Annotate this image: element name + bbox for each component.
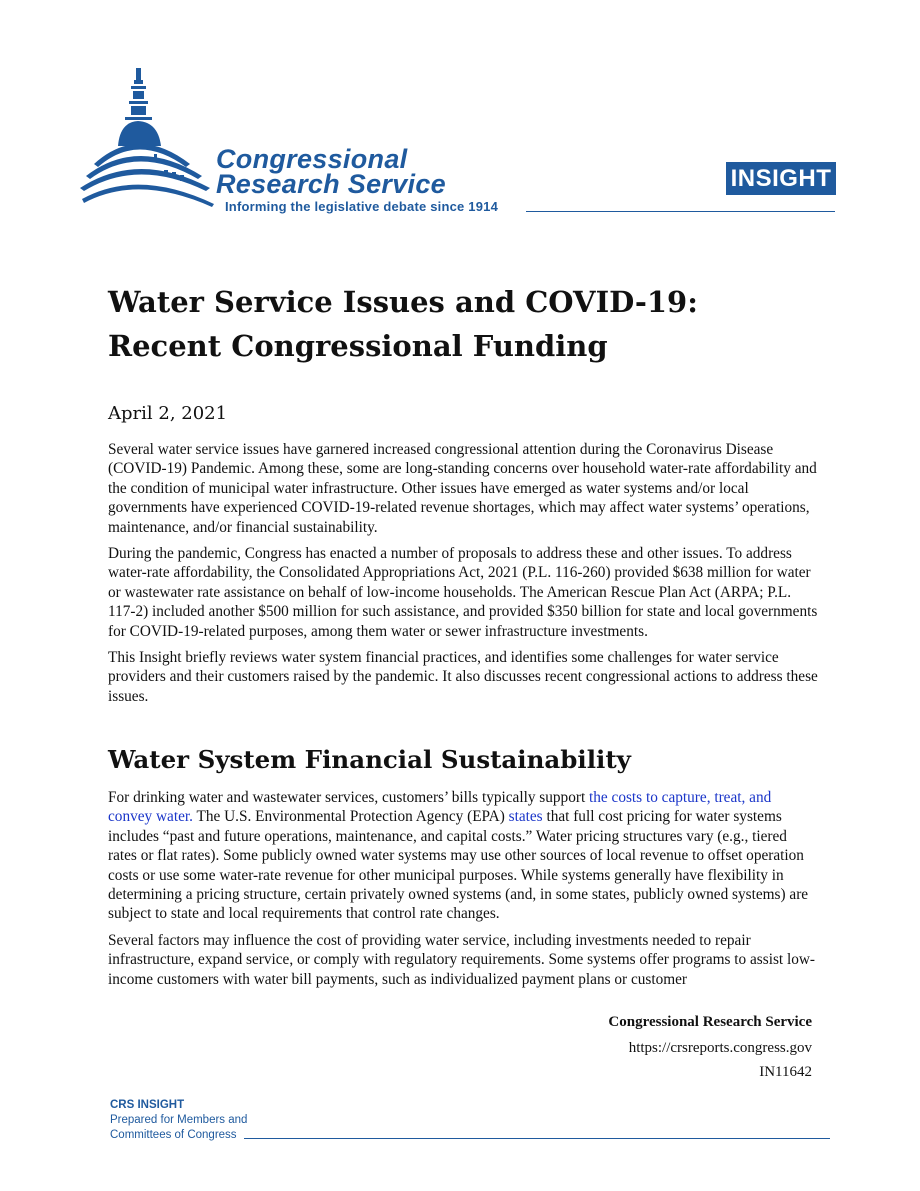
section-paragraph-1	[108, 788, 818, 924]
footer-prepared-line-2: Committees of Congress	[110, 1129, 237, 1141]
section-paragraph-2: Several factors may influence the cost of providing water service, including investments needed to repair infrastructure, expand service, or comply with regulatory requirements. Some systems offer programs to assist low-income customers with water bill payments, such as individualized payment plans or customer	[108, 931, 816, 988]
title-line-1: Water Service Issues and COVID-19:	[108, 285, 698, 319]
logo-text-research-service: Research Service	[216, 169, 446, 199]
section-body	[108, 788, 818, 996]
capitol-dome-icon	[78, 64, 218, 224]
epa-states-link[interactable]: states	[508, 808, 543, 826]
costs-link[interactable]: the costs to capture, treat, and convey water.	[108, 789, 772, 826]
document-title	[108, 280, 828, 368]
crs-logo	[78, 64, 498, 224]
section-p1-text-2: The U.S. Environmental Protection Agency (EPA)	[192, 808, 509, 826]
section-p1-text-1: For drinking water and wastewater services, customers’ bills typically support	[108, 789, 590, 806]
crs-footer	[110, 1098, 247, 1143]
logo-text-congressional: Congressional	[216, 144, 408, 174]
header-rule	[526, 211, 835, 212]
footer-label: CRS INSIGHT	[110, 1099, 185, 1111]
logo-tagline: Informing the legislative debate since 1914	[225, 199, 499, 214]
insight-badge: INSIGHT	[726, 162, 836, 195]
footer-url[interactable]: https://crsreports.congress.gov	[628, 1040, 812, 1056]
footer-prepared-line-1: Prepared for Members and	[110, 1114, 248, 1126]
title-line-2: Recent Congressional Funding	[108, 329, 608, 363]
footer-report-id: IN11642	[759, 1064, 812, 1080]
publication-date: April 2, 2021	[108, 403, 228, 424]
intro-paragraph-1: Several water service issues have garnered increased congressional attention during the Coronavirus Disease (COVID-19) Pandemic. Among these, some are long-standing concerns over household water-rate affordability and the condition of municipal water infrastructure. Other issues have emerged as water systems and/or local governments have experienced COVID-19-related revenue shortages, which may affect water systems’ operations, maintenance, and/or financial sustainability.	[108, 441, 817, 536]
intro-paragraph-3: This Insight briefly reviews water system financial practices, and identifies some challenges for water service providers and their customers raised by the pandemic. It also discusses recent congressional actions to address these issues.	[108, 649, 818, 705]
footer-org: Congressional Research Service	[608, 1014, 812, 1030]
intro-paragraph-2: During the pandemic, Congress has enacted a number of proposals to address these and other issues. To address water-rate affordability, the Consolidated Appropriations Act, 2021 (P.L. 116-260) provided $638 million for water or wastewater rate assistance on behalf of low-income households. The American Rescue Plan Act (ARPA; P.L. 117-2) included another $500 million for such assistance, and provided $350 billion for state and local governments for COVID-19-related purposes, among them water or sewer infrastructure investments.	[108, 545, 818, 640]
section-p1-text-3: that full cost pricing for water systems includes “past and future operations, maintenance, and capital costs.” Water pricing structures vary (e.g., tiered rates or flat rates). Some publicly owned water systems may use other sources of local revenue to offset operation costs or use some water-rate revenue for other municipal purposes. While systems generally have flexibility in determining a pricing structure, certain privately owned systems (and, in some states, publicly owned systems) are subject to state and local requirements that control rate changes.	[108, 808, 809, 923]
intro-section	[108, 440, 818, 713]
footer-rule	[244, 1138, 830, 1139]
section-heading: Water System Financial Sustainability	[108, 745, 631, 774]
